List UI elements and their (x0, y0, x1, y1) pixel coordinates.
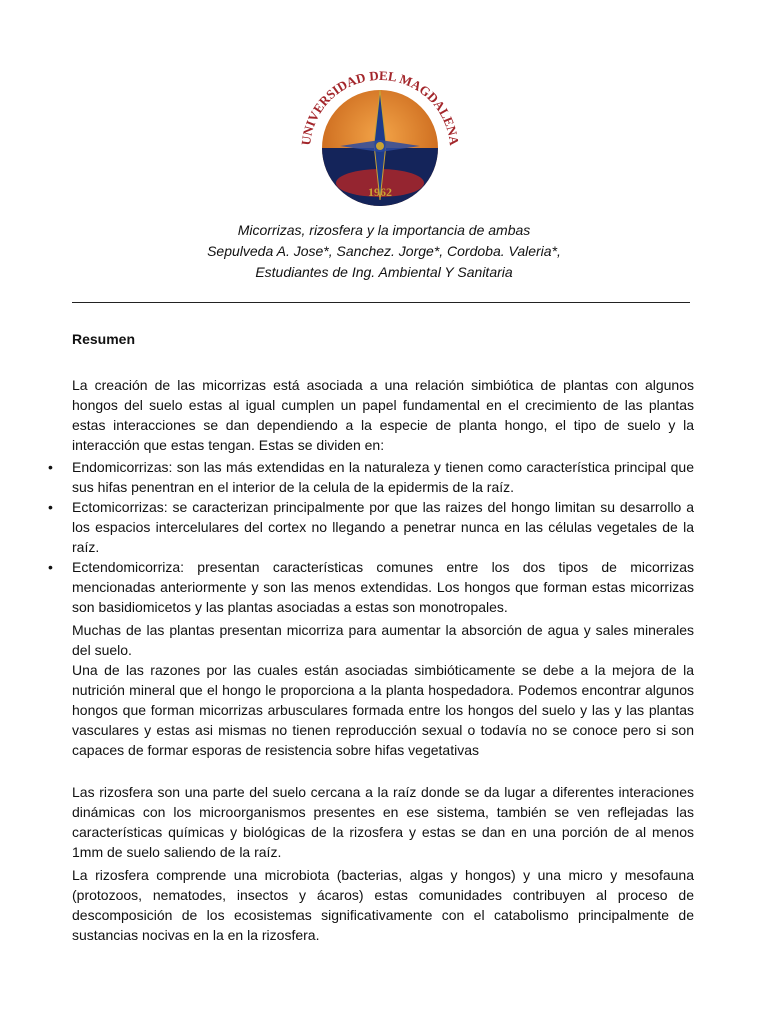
document-title: Micorrizas, rizosfera y la importancia de ambas (237, 222, 531, 238)
paragraph-absorcion: Muchas de las plantas presentan micorriza para aumentar la absorción de agua y sales minerales del suelo. (72, 622, 694, 658)
bullet-text: Ectomicorrizas: se caracterizan principalmente por que las raizes del hongo limitan su desarrollo a los espacios intercelulares del cortex no llegando a penetrar nunca en las células vegetales de la raíz. (72, 499, 694, 555)
bullet-text: Endomicorrizas: son las más extendidas en la naturaleza y tienen como característica principal que sus hifas penentran en el interior de la celula de la epidermis de la raíz. (72, 459, 694, 495)
bullet-marker: • (48, 499, 53, 515)
list-item (48, 457, 694, 497)
paragraph-intro: La creación de las micorrizas está asociada a una relación simbiótica de plantas con algunos hongos del suelo estas al igual cumplen un papel fundamental en el crecimiento de las plantas estas interacciones se dan dependiendo a la especie de planta hongo, el tipo de suelo y la interacción que estas tengan. Estas se dividen en: (72, 377, 694, 453)
university-logo (270, 68, 490, 208)
logo-year: 1962 (368, 185, 392, 199)
list-item (48, 557, 694, 617)
paragraph-microbiota: La rizosfera comprende una microbiota (bacterias, algas y hongos) y una micro y mesofauna (protozoos, nematodes, insectos y ácaros) estas comunidades contribuyen al proceso de descomposición de los ecosistemas significativamente con el catabolismo principalmente de sustancias nocivas en la en la rizosfera. (72, 867, 694, 943)
bullet-list (48, 457, 694, 617)
paragraph-rizosfera: Las rizosfera son una parte del suelo cercana a la raíz donde se da lugar a diferentes interaciones dinámicas con los microorganismos presentes en ese sistema, también se ven reflejadas las características químicas y biológicas de la rizosfera y estas se dan en una porción de al menos 1mm de suelo saliendo de la raíz. (72, 784, 694, 860)
bullet-text: Ectendomicorriza: presentan características comunes entre los dos tipos de micorrizas mencionadas anteriormente y son las menos extendidas. Los hongos que forman estas micorrizas son basidiomicetos y las plantas asociadas a estas son monotropales. (72, 559, 694, 615)
affiliation-line: Estudiantes de Ing. Ambiental Y Sanitaria (255, 264, 513, 280)
horizontal-rule (72, 302, 690, 303)
bullet-marker: • (48, 559, 53, 575)
bullet-marker: • (48, 459, 53, 475)
logo-arc-text: UNIVERSIDAD DEL MAGDALENA (298, 68, 462, 147)
list-item (48, 497, 694, 557)
paragraph-razones: Una de las razones por las cuales están asociadas simbióticamente se debe a la mejora de la nutrición mineral que el hongo le proporciona a la planta hospedadora. Podemos encontrar algunos hongos que forman micorrizas arbusculares formada entre los hongos del suelo y las y las plantas vasculares y estas asi mismas no tienen reproducción sexual o todavía no se conoce pero si son capaces de formar esporas de resistencia sobre hifas vegetativas (72, 662, 694, 758)
authors-line: Sepulveda A. Jose*, Sanchez. Jorge*, Cordoba. Valeria*, (207, 243, 561, 259)
header-block (0, 220, 768, 283)
section-heading: Resumen (72, 331, 136, 347)
